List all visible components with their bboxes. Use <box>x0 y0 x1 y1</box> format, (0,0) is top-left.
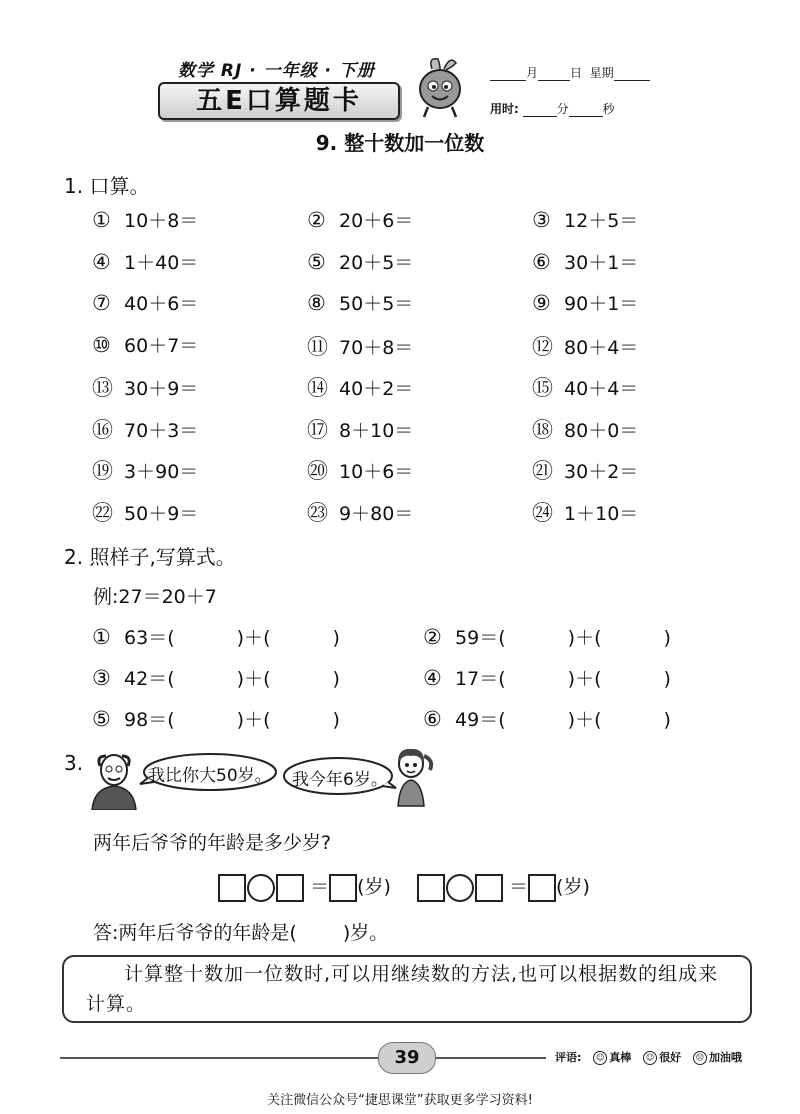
q1-item <box>307 372 413 402</box>
plus-paren: )＋( <box>236 668 271 690</box>
answer-suffix: )岁。 <box>342 922 389 944</box>
rating-excellent: 真棒 <box>609 1051 632 1064</box>
girl-speech-text: 我今年6岁。 <box>292 770 388 790</box>
close-paren: ) <box>663 709 671 731</box>
answer-box[interactable] <box>475 874 503 902</box>
unit-label: (岁) <box>357 876 391 898</box>
q1-item <box>532 206 638 233</box>
month-label: 月 <box>526 66 539 80</box>
plus-paren: )＋( <box>567 627 602 649</box>
q3-answer-line <box>93 918 388 945</box>
item-expression: 20＋5＝ <box>339 251 414 274</box>
item-expression: 10＋8＝ <box>124 210 199 232</box>
q1-item <box>92 372 198 402</box>
q1-item <box>532 455 638 485</box>
answer-box[interactable] <box>528 874 556 902</box>
item-value: 49＝ <box>455 709 499 731</box>
q1-item <box>92 497 198 527</box>
plus-paren: )＋( <box>567 709 602 731</box>
mascot-icon <box>410 55 470 121</box>
q1-title: 1. 口算。 <box>64 174 150 198</box>
q2-example: 例:27＝20＋7 <box>93 586 217 608</box>
item-expression: 12＋5＝ <box>564 210 639 232</box>
item-number: ⑦ <box>92 291 111 315</box>
q1-item <box>307 331 413 361</box>
item-number: ㉒ <box>92 500 113 525</box>
operator-circle[interactable] <box>247 874 275 902</box>
book-series-label: 数学 RJ · 一年级 · 下册 <box>178 61 375 81</box>
q1-item <box>532 497 638 527</box>
open-paren: ( <box>498 627 506 649</box>
item-number: ⑯ <box>92 417 113 442</box>
item-expression: 50＋5＝ <box>339 293 414 315</box>
item-value: 98＝ <box>124 709 168 731</box>
q1-item <box>532 248 638 275</box>
page-number: 39 <box>378 1042 436 1074</box>
day-label: 日 <box>570 66 583 80</box>
item-number: ② <box>307 208 326 232</box>
operator-circle[interactable] <box>446 874 474 902</box>
q1-item <box>92 455 198 485</box>
item-expression: 90＋1＝ <box>564 293 639 315</box>
item-value: 59＝ <box>455 627 499 649</box>
q1-item <box>532 289 638 316</box>
unit-label: (岁) <box>556 876 590 898</box>
item-number: ⑪ <box>307 334 328 359</box>
time-label: 用时: <box>490 102 519 116</box>
item-number: ⑧ <box>307 291 326 315</box>
open-paren: ( <box>498 668 506 690</box>
item-expression: 40＋2＝ <box>339 378 414 400</box>
item-number: ⑮ <box>532 376 553 400</box>
rating-keep-going: 加油哦 <box>708 1051 742 1064</box>
q1-item <box>307 455 413 485</box>
rating-good: 很好 <box>659 1051 682 1064</box>
tip-text: 计算整十数加一位数时,可以用继续数的方法,也可以根据数的组成来计算。 <box>86 963 719 1015</box>
q1-item <box>307 206 413 233</box>
q1-item <box>92 248 198 275</box>
item-number: ⑤ <box>92 707 111 731</box>
item-expression: 80＋0＝ <box>564 419 639 442</box>
item-number: ③ <box>92 666 111 690</box>
rating-row <box>555 1049 742 1065</box>
q2-item <box>423 705 671 732</box>
date-line <box>490 64 650 81</box>
item-expression: 30＋1＝ <box>564 251 639 274</box>
q1-item <box>307 248 413 275</box>
item-number: ⑰ <box>307 417 328 442</box>
answer-box[interactable] <box>218 874 246 902</box>
close-paren: ) <box>332 709 340 731</box>
item-expression: 9＋80＝ <box>339 502 414 525</box>
item-number: ⑬ <box>92 376 113 400</box>
item-number: ③ <box>532 208 551 232</box>
item-number: ⑥ <box>423 707 442 731</box>
q3-question: 两年后爷爷的年龄是多少岁? <box>93 832 332 854</box>
q1-item <box>532 414 638 444</box>
q1-item <box>307 497 413 527</box>
item-expression: 30＋2＝ <box>564 461 639 483</box>
second-label: 秒 <box>602 102 615 116</box>
item-number: ① <box>92 625 111 649</box>
item-number: ⑱ <box>532 417 553 442</box>
item-number: ④ <box>423 666 442 690</box>
item-number: ⑥ <box>532 249 551 274</box>
grin-face-icon[interactable]: ☺ <box>593 1051 607 1065</box>
answer-box[interactable] <box>329 874 357 902</box>
item-expression: 70＋8＝ <box>339 336 414 359</box>
item-number: ⑤ <box>307 249 326 274</box>
equals-sign: ＝ <box>509 876 529 898</box>
close-paren: ) <box>332 668 340 690</box>
blank <box>490 68 526 81</box>
answer-box[interactable] <box>276 874 304 902</box>
q2-item <box>92 623 340 650</box>
rating-label: 评语: <box>555 1051 582 1064</box>
q1-item <box>92 331 198 358</box>
plus-paren: )＋( <box>236 627 271 649</box>
item-expression: 50＋9＝ <box>124 502 199 525</box>
item-number: ㉑ <box>532 459 553 483</box>
girl-icon <box>388 746 434 808</box>
footer-divider <box>434 1057 546 1059</box>
item-expression: 10＋6＝ <box>339 461 414 483</box>
close-paren: ) <box>663 668 671 690</box>
q1-item <box>92 289 198 316</box>
q1-item <box>532 331 638 361</box>
item-number: ㉓ <box>307 500 328 525</box>
item-expression: 1＋40＝ <box>124 251 199 274</box>
open-paren: ( <box>167 668 175 690</box>
item-number: ④ <box>92 249 111 274</box>
plus-paren: )＋( <box>236 709 271 731</box>
close-paren: ) <box>332 627 340 649</box>
q2-item <box>423 664 671 691</box>
section-title: 9. 整十数加一位数 <box>315 131 485 155</box>
close-paren: ) <box>663 627 671 649</box>
open-paren: ( <box>167 627 175 649</box>
item-expression: 70＋3＝ <box>124 419 199 442</box>
week-label: 星期 <box>589 66 614 80</box>
minute-label: 分 <box>556 102 569 116</box>
q2-item <box>423 623 671 650</box>
item-expression: 1＋10＝ <box>564 502 639 525</box>
q1-item <box>532 372 638 402</box>
item-number: ⑭ <box>307 376 328 400</box>
open-paren: ( <box>498 709 506 731</box>
item-number: ⑨ <box>532 291 551 315</box>
grandpa-icon <box>88 752 140 810</box>
cheer-face-icon[interactable]: ☹ <box>693 1051 707 1065</box>
item-value: 42＝ <box>124 668 168 690</box>
item-number: ② <box>423 625 442 649</box>
item-value: 17＝ <box>455 668 499 690</box>
item-expression: 8＋10＝ <box>339 419 414 442</box>
q2-title: 2. 照样子,写算式。 <box>64 545 236 569</box>
q2-item <box>92 705 340 732</box>
blank <box>538 68 570 81</box>
q1-item <box>307 414 413 444</box>
q3-number: 3. <box>64 751 84 775</box>
q1-item <box>307 289 413 316</box>
item-expression: 3＋90＝ <box>124 461 199 483</box>
answer-box[interactable] <box>417 874 445 902</box>
footer-divider <box>60 1057 378 1059</box>
q3-equation-boxes <box>218 872 590 902</box>
item-number: ① <box>92 208 111 232</box>
item-number: ⑫ <box>532 334 553 359</box>
item-expression: 40＋4＝ <box>564 378 639 400</box>
time-line <box>490 100 615 117</box>
equals-sign: ＝ <box>310 876 330 898</box>
item-number: ⑳ <box>307 459 328 483</box>
open-paren: ( <box>167 709 175 731</box>
q2-item <box>92 664 340 691</box>
item-expression: 40＋6＝ <box>124 293 199 315</box>
smile-face-icon[interactable]: ☺ <box>643 1051 657 1065</box>
blank <box>614 68 650 81</box>
item-number: ⑩ <box>92 332 111 357</box>
item-expression: 30＋9＝ <box>124 378 199 400</box>
q1-item <box>92 414 198 444</box>
book-title-banner: 五E口算题卡 <box>158 82 400 120</box>
item-number: ⑲ <box>92 459 113 483</box>
item-value: 63＝ <box>124 627 168 649</box>
item-expression: 60＋7＝ <box>124 334 199 357</box>
grandpa-speech-text: 我比你大50岁。 <box>148 766 272 786</box>
item-expression: 20＋6＝ <box>339 210 414 232</box>
plus-paren: )＋( <box>567 668 602 690</box>
blank <box>523 104 557 117</box>
footer-note: 关注微信公众号“捷思课堂”获取更多学习资料! <box>267 1093 533 1108</box>
blank <box>569 104 603 117</box>
item-expression: 80＋4＝ <box>564 336 639 359</box>
answer-prefix: 答:两年后爷爷的年龄是( <box>93 922 297 944</box>
q1-item <box>92 206 198 233</box>
item-number: ㉔ <box>532 500 553 525</box>
